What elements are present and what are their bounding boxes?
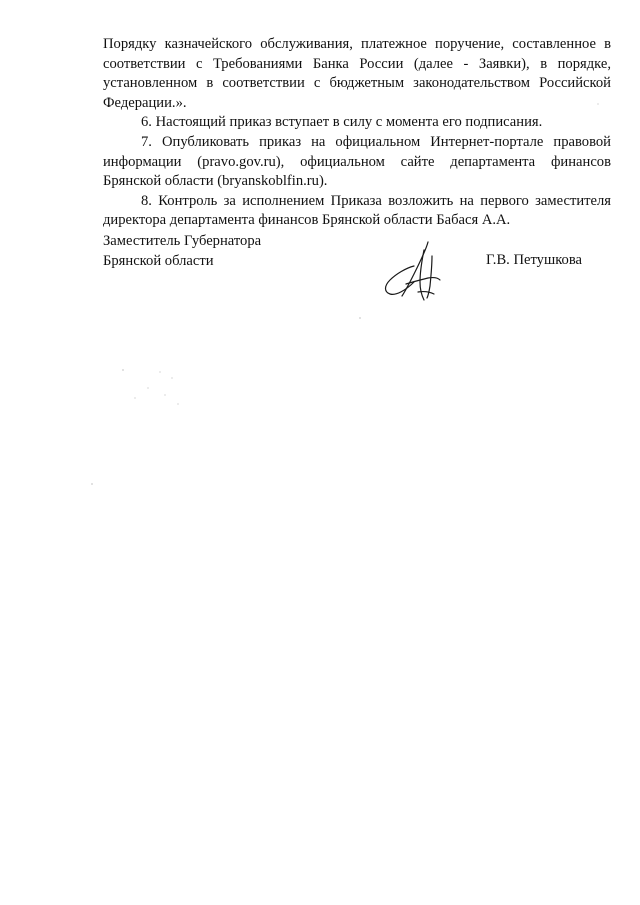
paragraph-item-6: 6. Настоящий приказ вступает в силу с момента его подписания. [141, 114, 543, 131]
signatory-position-line-1: Заместитель Губернатора [103, 233, 262, 249]
paragraph-item-8: 8. Контроль за исполнением Приказа возложить на первого заместителя директора департамента финансов Брянской области Бабася А.А. [103, 192, 611, 229]
signatory-name: Г.В. Петушкова [486, 252, 583, 268]
signatory-position-line-2: Брянской области [103, 252, 214, 269]
document-body [103, 35, 611, 231]
handwritten-signature [376, 236, 448, 306]
paragraph-item-7: 7. Опубликовать приказ на официальном Интернет-портале правовой информации (pravo.gov.ru), официальном сайте департамента финансов Брянской области (bryanskoblfin.ru). [103, 133, 611, 190]
paragraph-continuation: Порядку казначейского обслуживания, платежное поручение, составленное в соответствии с Требованиями Банка России (далее - Заявки), в порядке, установленном в соответствии с бюджетным законодательством Российской Федерации.». [103, 36, 611, 111]
signatory-position [103, 232, 261, 271]
